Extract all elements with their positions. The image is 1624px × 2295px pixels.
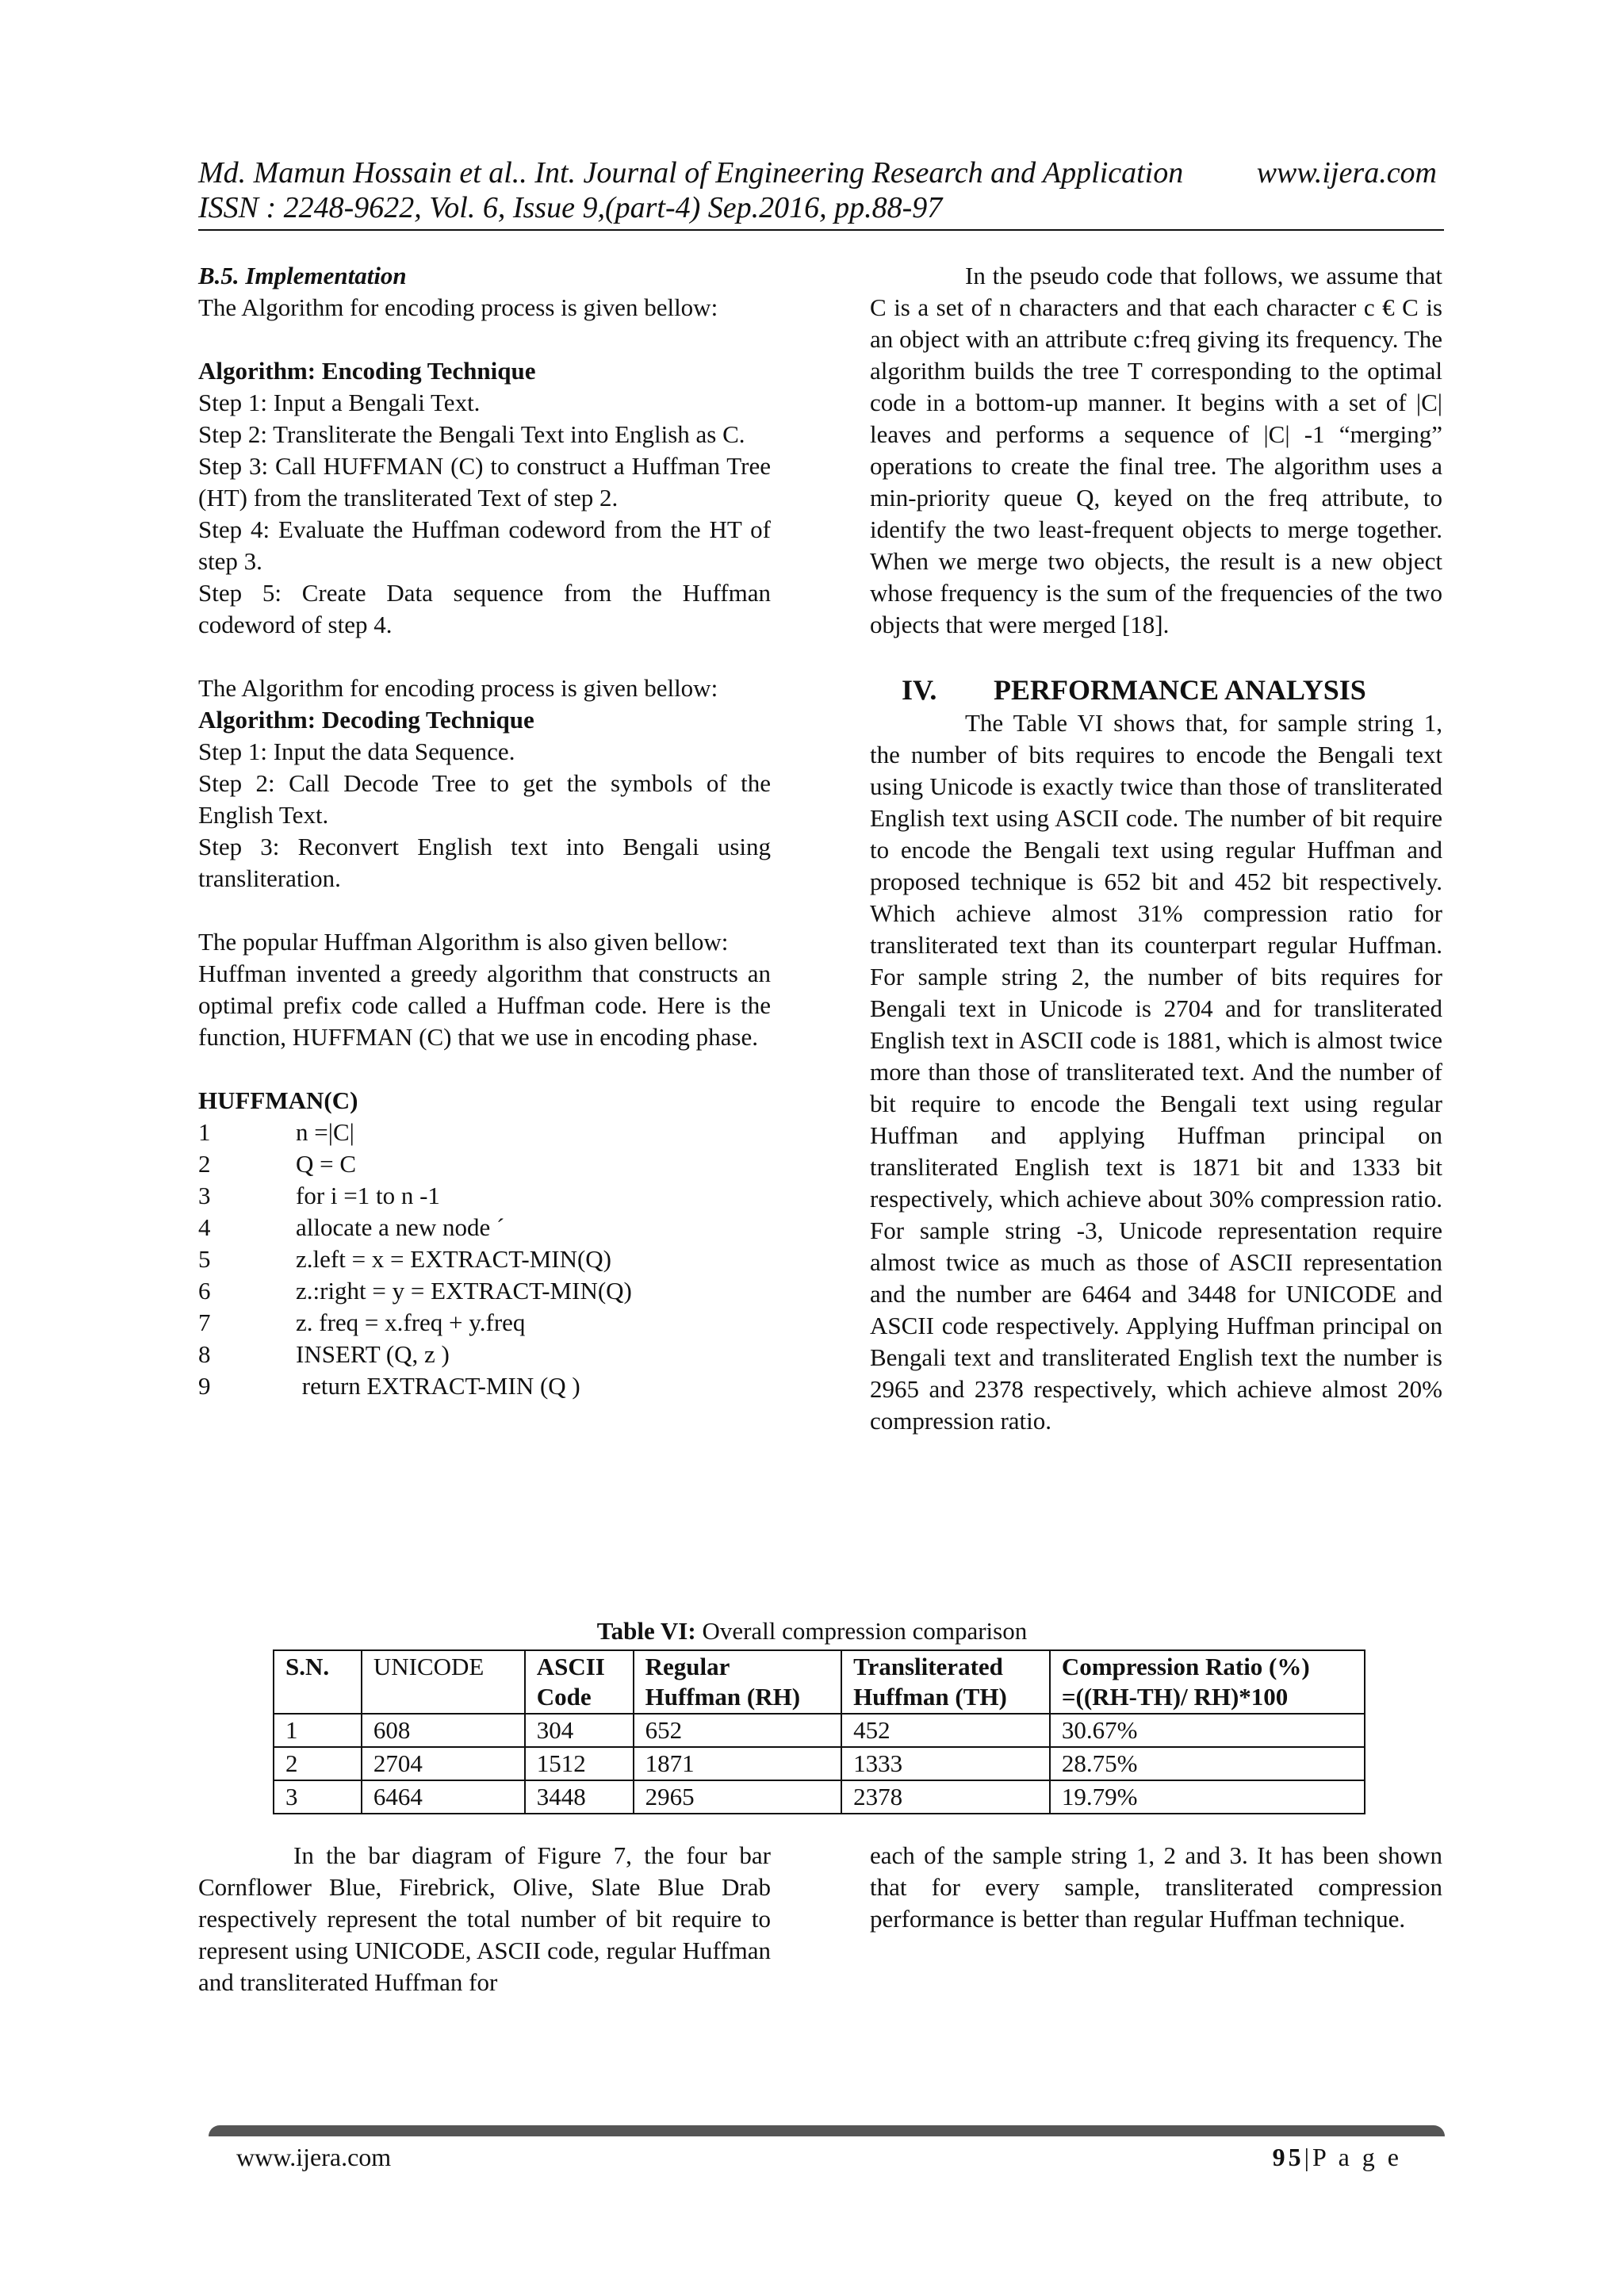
code-line: 4 allocate a new node ´ [198, 1213, 505, 1241]
bar-diagram-paragraph-right: each of the sample string 1, 2 and 3. It has been shown that for every sample, transliterated compression performance is better than regular Huffman technique. [870, 1841, 1442, 1933]
code-line: 2 Q = C [198, 1150, 357, 1178]
cell-sn: 1 [274, 1714, 362, 1747]
running-header-url: www.ijera.com [1256, 156, 1437, 190]
cell-ascii: 304 [525, 1714, 634, 1747]
left-column [198, 260, 771, 1402]
code-line: 3 for i =1 to n -1 [198, 1182, 440, 1209]
header-regular-huffman: Regular Huffman (RH) [634, 1650, 841, 1714]
cell-unicode: 6464 [362, 1780, 525, 1814]
cell-sn: 3 [274, 1780, 362, 1814]
pseudocode-block [198, 1117, 771, 1402]
huffman-paragraph: Huffman invented a greedy algorithm that constructs an optimal prefix code called a Huffman code. Here is the function, HUFFMAN (C) that we use in encoding phase. [198, 960, 771, 1051]
cell-unicode: 2704 [362, 1747, 525, 1780]
cell-ratio: 28.75% [1050, 1747, 1365, 1780]
encoding-step: Step 4: Evaluate the Huffman codeword from the HT of step 3. [198, 515, 771, 575]
code-line: 5 z.left = x = EXTRACT-MIN(Q) [198, 1245, 612, 1273]
table-caption-label: Table VI: [596, 1617, 696, 1645]
running-header-citation: Md. Mamun Hossain et al.. Int. Journal of Engineering Research and Application [198, 156, 1184, 190]
code-line: 8 INSERT (Q, z ) [198, 1340, 450, 1368]
code-line: 7 z. freq = x.freq + y.freq [198, 1308, 526, 1336]
right-column [870, 260, 1442, 1437]
header-compression-ratio: Compression Ratio (%) =((RH-TH)/ RH)*100 [1050, 1650, 1365, 1714]
cell-th: 1333 [841, 1747, 1050, 1780]
decoding-algorithm-title: Algorithm: Decoding Technique [198, 706, 534, 734]
cell-th: 452 [841, 1714, 1050, 1747]
footer-bar [209, 2125, 1445, 2136]
table-row [274, 1747, 1365, 1780]
running-header-issn: ISSN : 2248-9622, Vol. 6, Issue 9,(part-4) Sep.2016, pp.88-97 [198, 191, 943, 224]
decoding-intro: The Algorithm for encoding process is given bellow: [198, 674, 718, 702]
huffman-code-title: HUFFMAN(C) [198, 1086, 358, 1114]
code-line: 1 n =|C| [198, 1118, 354, 1146]
pseudocode-explanation: In the pseudo code that follows, we assume that C is a set of n characters and that each character c € C is an object with an attribute c:freq giving its frequency. The algorithm builds the tree T corresponding to the optimal code in a bottom-up manner. It begins with a set of |C| leaves and performs a sequence of |C| -1 “merging” operations to create the final tree. The algorithm uses a min-priority queue Q, keyed on the freq attribute, to identify the two least-frequent objects to merge together. When we merge two objects, the result is a new object whose frequency is the sum of the frequencies of the two objects that were merged [18]. [870, 262, 1442, 638]
encoding-intro: The Algorithm for encoding process is given bellow: [198, 293, 718, 321]
cell-rh: 652 [634, 1714, 841, 1747]
cell-ascii: 3448 [525, 1780, 634, 1814]
footer-url: www.ijera.com [236, 2143, 392, 2171]
cell-ratio: 19.79% [1050, 1780, 1365, 1814]
cell-ascii: 1512 [525, 1747, 634, 1780]
huffman-intro: The popular Huffman Algorithm is also given bellow: [198, 928, 729, 956]
section-name: PERFORMANCE ANALYSIS [994, 674, 1366, 706]
code-line: 6 z.:right = y = EXTRACT-MIN(Q) [198, 1277, 632, 1305]
code-line: 9 return EXTRACT-MIN (Q ) [198, 1372, 580, 1400]
decoding-step: Step 3: Reconvert English text into Bengali using transliteration. [198, 833, 771, 892]
encoding-step: Step 5: Create Data sequence from the Huffman codeword of step 4. [198, 579, 771, 638]
performance-paragraph: The Table VI shows that, for sample string 1, the number of bits requires to encode the Bengali text using Unicode is exactly twice than those of transliterated English text using ASCII code. The number of bit require to encode the Bengali text using regular Huffman and proposed technique is 652 bit and 452 bit respectively. Which achieve almost 31% compression ratio for transliterated text than its counterpart regular Huffman. For sample string 2, the number of bits requires for Bengali text in Unicode is 2704 and for transliterated English text in ASCII code is 1881, which is almost twice more than those of transliterated text. And the number of bit require to encode the Bengali text using regular Huffman and applying Huffman principal on transliterated English text is 1871 bit and 1333 bit respectively, which achieve about 30% compression ratio. For sample string -3, Unicode representation require almost twice as much as those of ASCII representation and the number are 6464 and 3448 for UNICODE and ASCII code respectively. Applying Huffman principal on Bengali text and transliterated English text the number is 2965 and 2378 respectively, which achieve almost 20% compression ratio. [870, 709, 1442, 1435]
section-number: IV. [902, 674, 937, 706]
encoding-step: Step 3: Call HUFFMAN (C) to construct a Huffman Tree (HT) from the transliterated Text of step 2. [198, 452, 771, 511]
section-title-implementation: B.5. Implementation [198, 262, 407, 289]
page-number: 95 [1272, 2143, 1304, 2171]
encoding-step: Step 1: Input a Bengali Text. [198, 389, 481, 416]
cell-ratio: 30.67% [1050, 1714, 1365, 1747]
page-word: |P a g e [1304, 2143, 1402, 2171]
decoding-step: Step 2: Call Decode Tree to get the symbols of the English Text. [198, 769, 771, 829]
header-transliterated-huffman: Transliterated Huffman (TH) [841, 1650, 1050, 1714]
section-heading-performance [902, 672, 1442, 707]
table-caption [0, 1616, 1624, 1646]
header-ascii: ASCII Code [525, 1650, 634, 1714]
cell-rh: 2965 [634, 1780, 841, 1814]
cell-th: 2378 [841, 1780, 1050, 1814]
table-caption-text: Overall compression comparison [695, 1617, 1028, 1645]
decoding-step: Step 1: Input the data Sequence. [198, 738, 515, 765]
bar-diagram-paragraph-left: In the bar diagram of Figure 7, the four bar Cornflower Blue, Firebrick, Olive, Slate Blue Drab respectively represent the total number of bit require to represent using UNICODE, ASCII code, regular Huffman and transliterated Huffman for [198, 1841, 771, 1996]
cell-sn: 2 [274, 1747, 362, 1780]
compression-table [273, 1649, 1365, 1814]
encoding-step: Step 2: Transliterate the Bengali Text into English as C. [198, 420, 745, 448]
table-row [274, 1714, 1365, 1747]
cell-unicode: 608 [362, 1714, 525, 1747]
footer-page-number [1273, 2141, 1402, 2173]
header-sn: S.N. [274, 1650, 362, 1714]
header-unicode: UNICODE [362, 1650, 525, 1714]
table-row [274, 1780, 1365, 1814]
header-rule [198, 229, 1444, 231]
cell-rh: 1871 [634, 1747, 841, 1780]
table-header-row [274, 1650, 1365, 1714]
encoding-algorithm-title: Algorithm: Encoding Technique [198, 357, 536, 385]
